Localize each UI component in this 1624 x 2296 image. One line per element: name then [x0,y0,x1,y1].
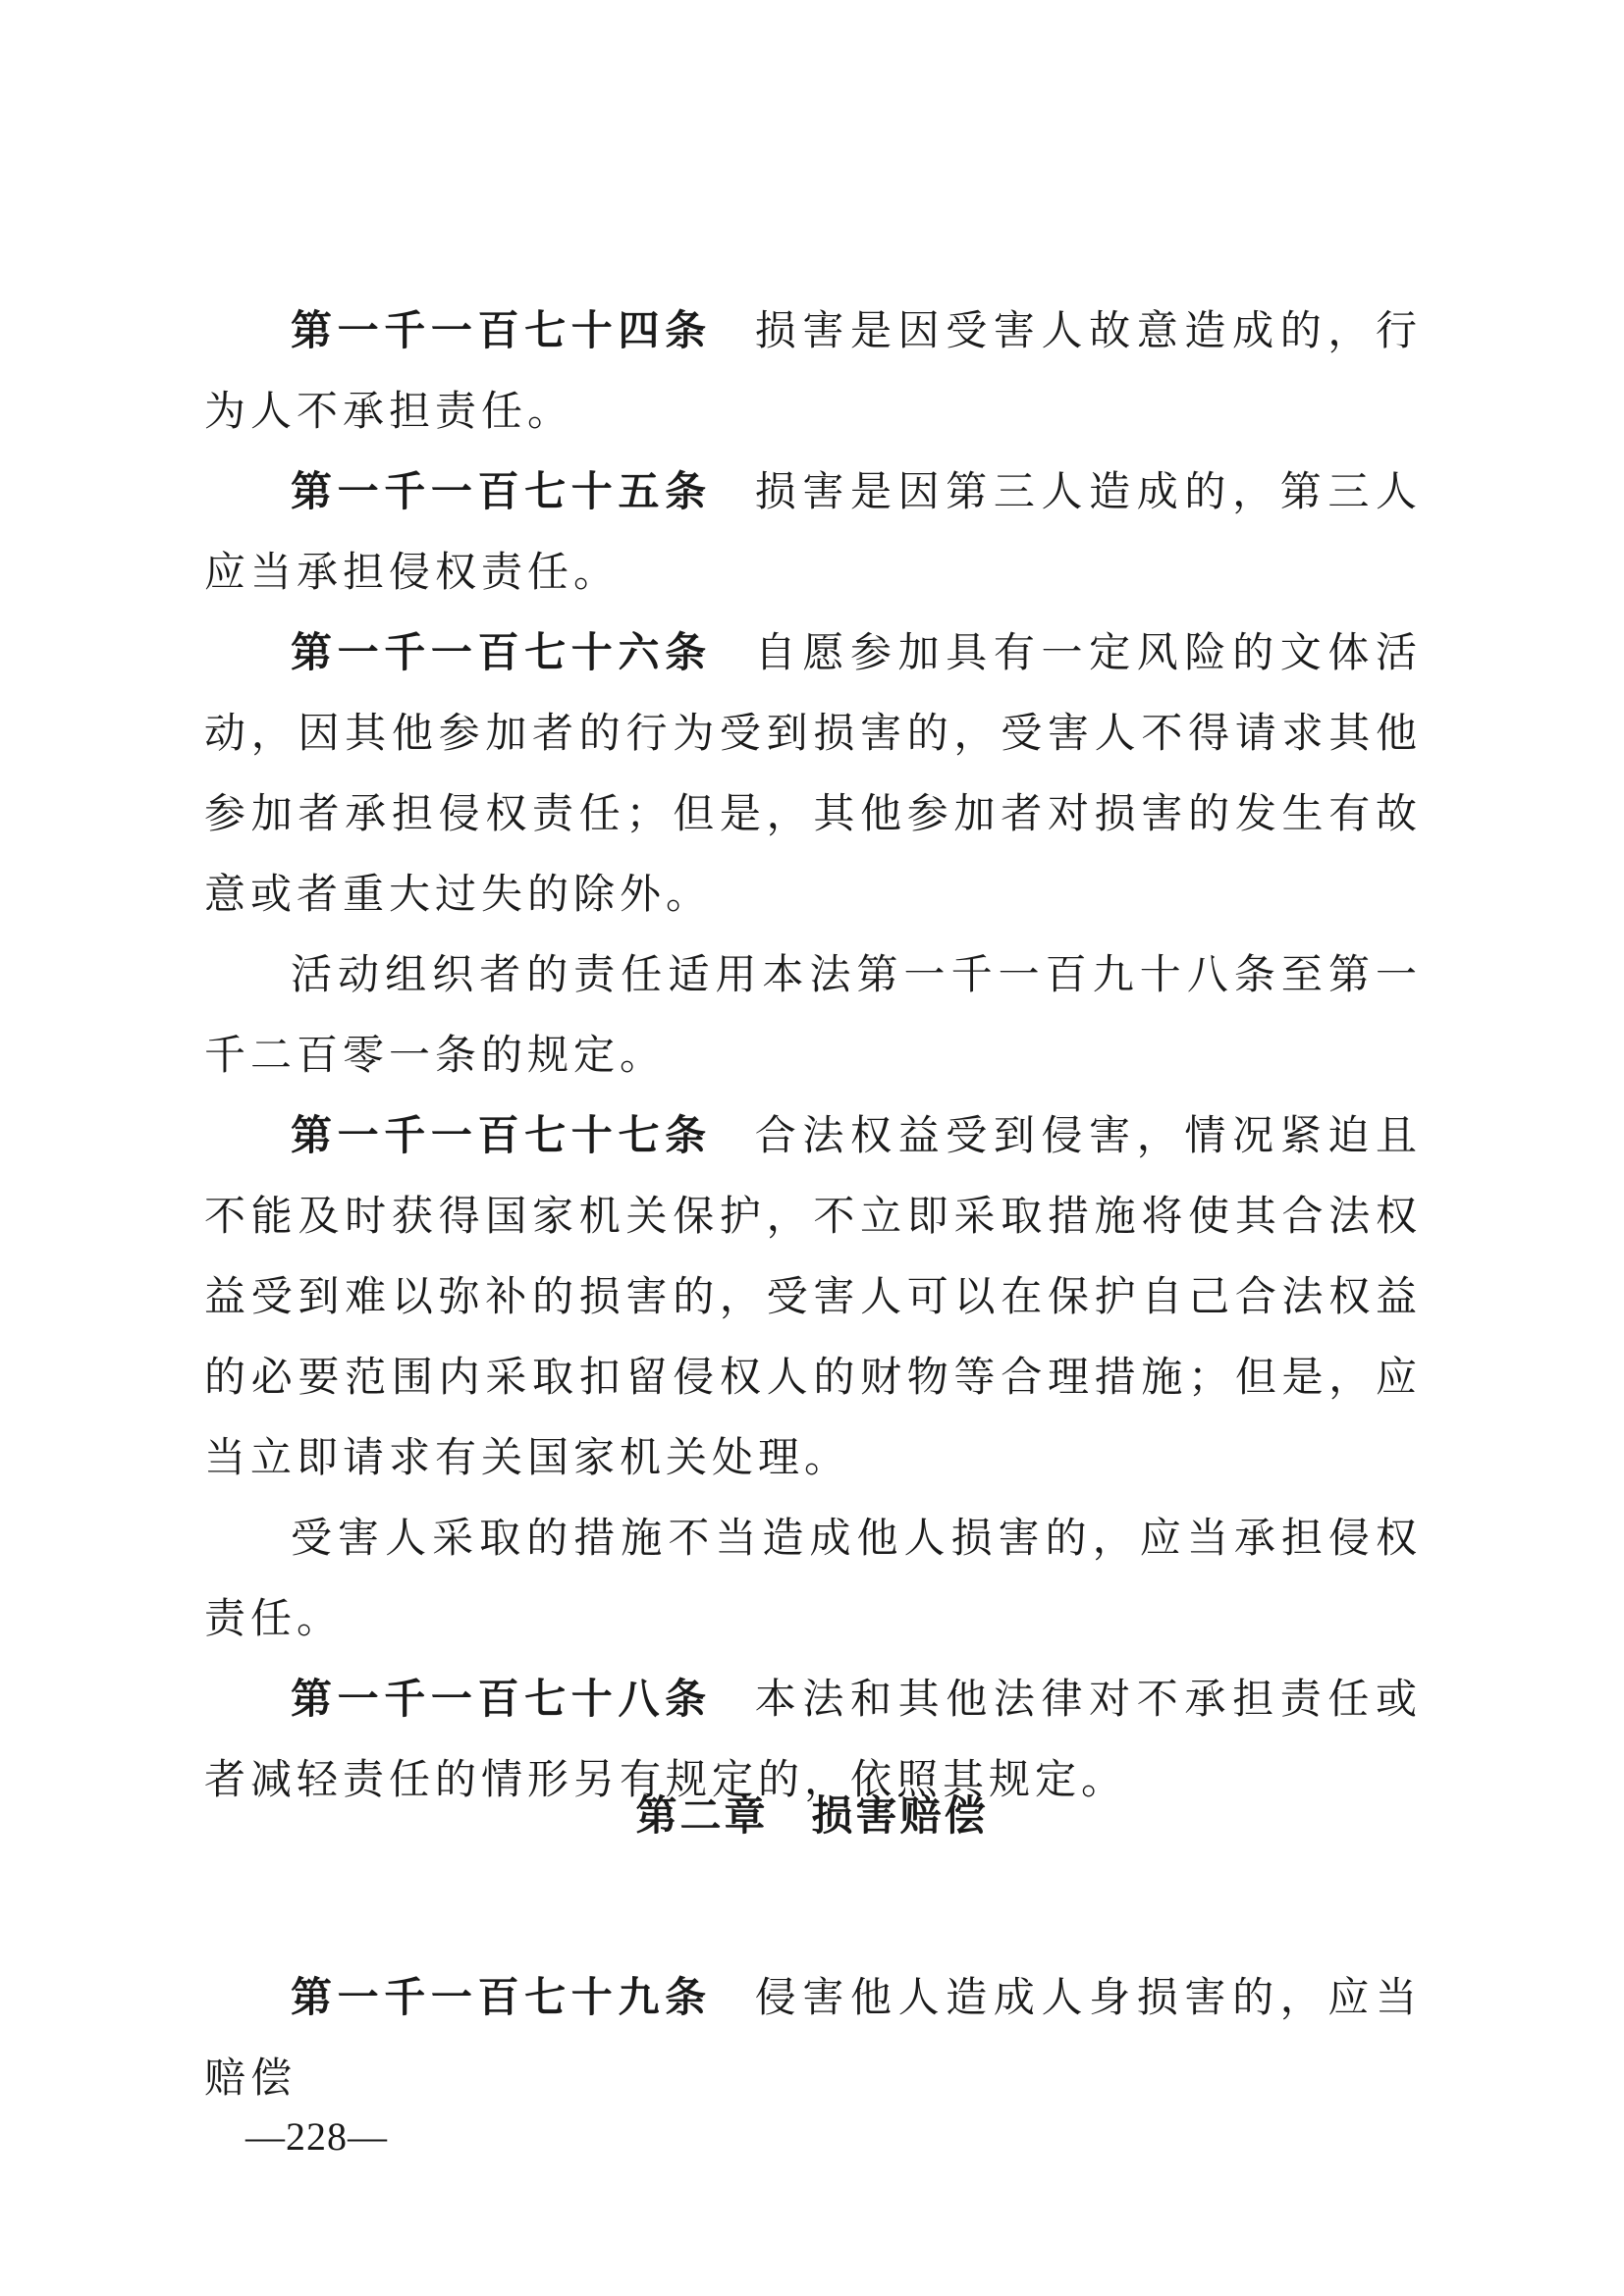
chapter-number: 第二章 [635,1791,769,1840]
article-number: 第一千一百七十五条 [291,467,712,515]
chapter-heading [0,1787,1624,1845]
chapter-title: 损害赔偿 [811,1791,989,1840]
article-1174 [204,291,1422,452]
article-list [204,291,1422,1820]
article-1179 [204,1957,1422,2118]
article-text: 合法权益受到侵害，情况紧迫且不能及时获得国家机关保护，不立即采取措施将使其合法权益受到难以弥补的损害的，受害人可以在保护自己合法权益的必要范围内采取扣留侵权人的财物等合理措施；但是，应当立即请求有关国家机关处理。 [204,1111,1422,1481]
article-text: 本法和其他法律对不承担责任或者减轻责任的情形另有规定的，依照其规定。 [204,1675,1422,1803]
article-number: 第一千一百七十六条 [291,628,712,676]
article-number: 第一千一百七十四条 [291,306,712,354]
article-number: 第一千一百七十七条 [291,1111,712,1159]
page-number: —228— [245,2114,388,2159]
article-list-continued [204,1957,1422,2118]
article-1175 [204,452,1422,613]
article-text: 损害是因第三人造成的，第三人应当承担侵权责任。 [204,467,1422,596]
article-1177 [204,1095,1422,1498]
article-text: 自愿参加具有一定风险的文体活动，因其他参加者的行为受到损害的，受害人不得请求其他参加者承担侵权责任；但是，其他参加者对损害的发生有故意或者重大过失的除外。 [204,628,1422,918]
article-text: 损害是因受害人故意造成的，行为人不承担责任。 [204,306,1422,435]
article-number: 第一千一百七十九条 [291,1973,712,2021]
article-text: 侵害他人造成人身损害的，应当赔偿 [204,1973,1422,2102]
article-number: 第一千一百七十八条 [291,1675,712,1723]
article-1177-paragraph-2: 受害人采取的措施不当造成他人损害的，应当承担侵权责任。 [204,1514,1422,1642]
article-1176-paragraph-2: 活动组织者的责任适用本法第一千一百九十八条至第一千二百零一条的规定。 [204,950,1422,1079]
article-1176 [204,613,1422,934]
